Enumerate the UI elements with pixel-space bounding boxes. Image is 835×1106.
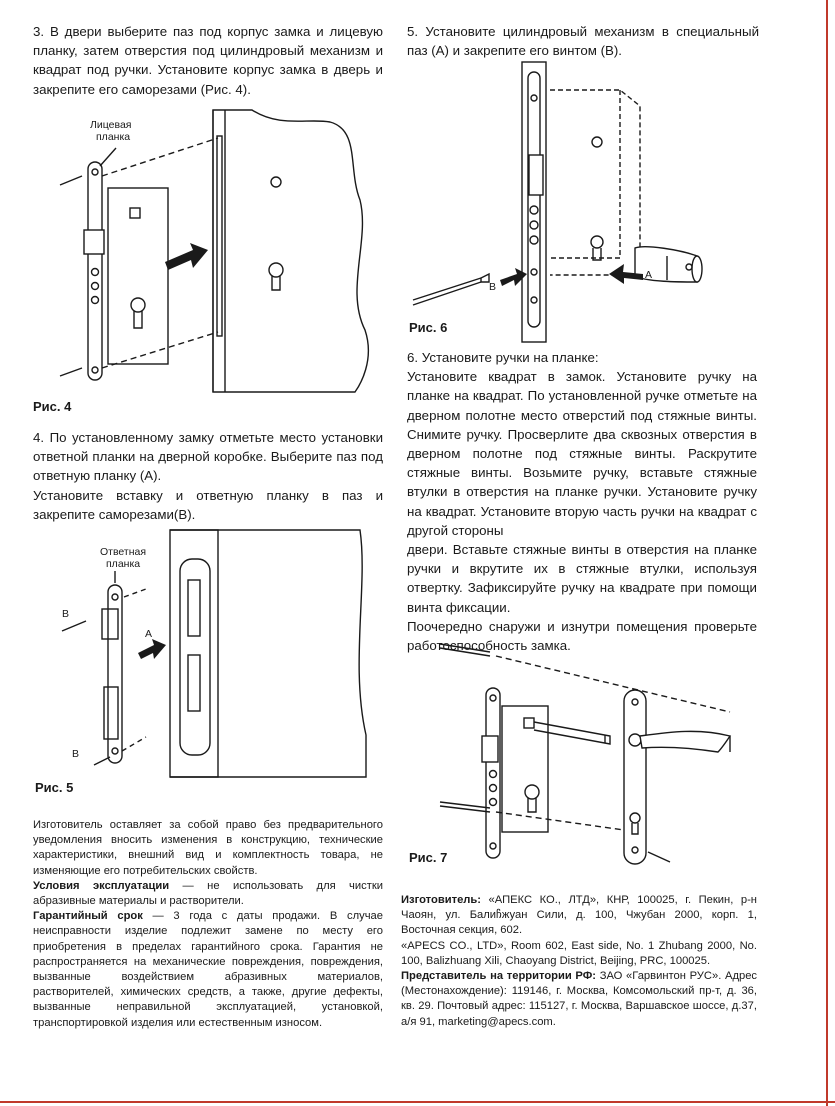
warranty-text: — 3 года с даты продажи. В случае неисправности изделие подлежит замене по месту его приобретения в пределах гарантийного срока. Гарантия не распространяется на механические повреждения, повреждения, вызванные воздействием абразивных материалов, растворителей, химических средств, а также, другие дефекты, вызванные неправильной эксплуатацией, установкой, транспортировкой изделия или естественным износом. — [33, 910, 383, 1029]
representative-paragraph — [401, 969, 757, 1030]
fig5-caption: Рис. 5 — [35, 780, 74, 795]
fig6-marker-a: А — [645, 269, 653, 281]
manufacturer-text-ru: «АПЕКС КО., ЛТД», КНР, 100025, г. Пекин, р-н Чаоян, ул. Балиჩжуан Сили, д. 100, Чжубан 2000, корп. 1, Восточная секция, 602. — [401, 894, 757, 937]
usage-text: — не использовать для чистки абразивные материалы и растворители. — [33, 879, 384, 908]
step-6-text — [407, 348, 757, 655]
fig5-marker-a: А — [145, 628, 153, 640]
representative-label: Представитель на территории РФ: — [401, 970, 597, 983]
fig5-marker-b-bottom: В — [72, 748, 80, 760]
manufacturer-text-en: «APECS CO., LTD», Room 602, East side, No. 1 Zhubang 2000, No. 100, Balizhuang Xili, Chaoyang District, Beijing, PRC, 100025. — [401, 939, 757, 967]
figure-6 — [405, 60, 765, 345]
fig6-caption: Рис. 6 — [409, 320, 448, 335]
notice-block — [33, 818, 383, 1031]
fig5-label-line2: планка — [106, 558, 141, 570]
manufacturer-paragraph — [401, 893, 757, 939]
step-6-paragraph-1: Установите квадрат в замок. Установите ручку на планке на квадрат. По установленной ручке отметьте на дверном полотне место отверстий под стяжные винты. Снимите ручку. Просверлите два сквозных отверстия в дверном полотне под стяжные винты. Раскрутите стяжные винты. Возьмите ручку, вставьте стяжные втулки в отверстия на планке ручки. Установите ручку на квадрат. Установите вторую часть ручки на квадрат с другой стороны — [407, 369, 757, 538]
fig4-label-line1: Лицевая — [90, 119, 132, 131]
step-6-paragraph-2: двери. Вставьте стяжные винты в отверстия на планке ручки и вкрутите их в стяжные втулки, используя отвертку. Зафиксируйте ручку на квадрате при помощи винта фиксации. — [407, 542, 757, 615]
step-5-text — [407, 22, 759, 60]
step-3-paragraph: 3. В двери выберите паз под корпус замка и лицевую планку, затем отверстия под цилиндровый механизм и квадрат под ручки. Установите корпус замка в дверь и закрепите его саморезами (Рис. 4). — [33, 24, 383, 97]
usage-paragraph — [33, 879, 383, 909]
figure-7 — [430, 640, 760, 875]
step-4-paragraph-2: Установите вставку и ответную планку в паз и закрепите саморезами(В). — [33, 487, 383, 522]
figure-5 — [50, 525, 390, 780]
fig4-caption: Рис. 4 — [33, 399, 72, 414]
contacts-block — [401, 893, 757, 1030]
notice-text: Изготовитель оставляет за собой право без предварительного уведомления вносить изменения в конструкцию, технические характеристики, внешний вид и комплектность товара, не изменяющие его потребительских свойств. — [33, 819, 383, 877]
fig5-marker-b-top: В — [62, 608, 70, 620]
step-4-paragraph-1: 4. По установленному замку отметьте место установки ответной планки на дверной коробке. Выберите паз под ответную планку (А). — [33, 430, 383, 484]
figure-4 — [30, 100, 390, 400]
warranty-label: Гарантийный срок — [33, 910, 143, 923]
step-6-title: 6. Установите ручки на планке: — [407, 350, 599, 365]
warranty-paragraph — [33, 909, 383, 1031]
fig7-caption: Рис. 7 — [409, 850, 448, 865]
fig5-label-line1: Ответная — [100, 546, 147, 558]
page-border-right — [826, 0, 828, 1106]
manufacturer-label: Изготовитель: — [401, 894, 481, 906]
fig6-marker-b: В — [489, 281, 497, 293]
representative-text: ЗАО «Гарвинтон РУС». Адрес (Местонахождение): 119146, г. Москва, Комсомольский пр-т, д. 36, кв. 29. Почтовый адрес: 115127, г. Москва, Варшавское шоссе, д.37, а/я 91, marketing@apecs.com. — [401, 970, 758, 1028]
step-4-text — [33, 428, 383, 524]
step-6-paragraph-3: Поочередно снаружи и изнутри помещения проверьте работоспособность замка. — [407, 618, 757, 654]
step-5-paragraph: 5. Установите цилиндровый механизм в специальный паз (А) и закрепите его винтом (В). — [407, 24, 759, 59]
page-border-bottom — [0, 1101, 835, 1103]
usage-label: Условия эксплуатации — [33, 879, 170, 892]
step-3-text — [33, 22, 383, 99]
fig4-label-line2: планка — [96, 131, 131, 143]
